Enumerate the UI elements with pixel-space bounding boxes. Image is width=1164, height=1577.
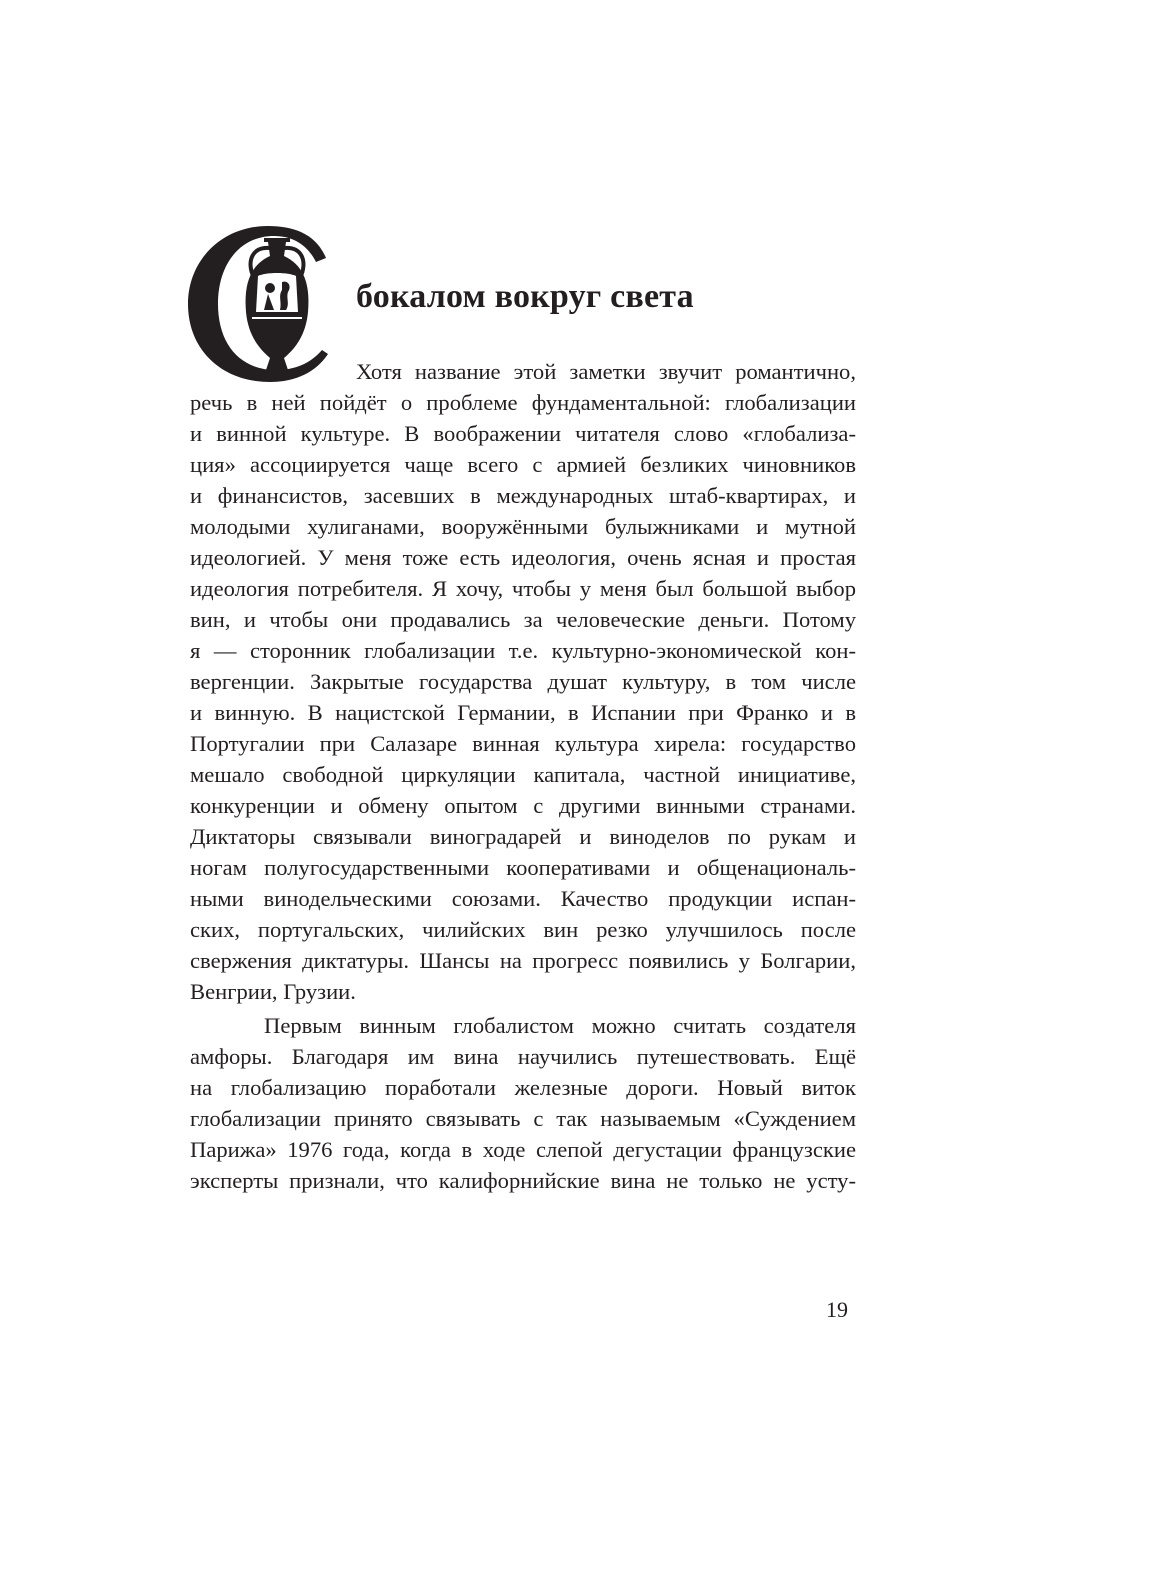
text-line: эксперты признали, что калифорнийские вина не только не усту- xyxy=(190,1168,856,1193)
text-line: Первым винным глобалистом можно считать создателя xyxy=(264,1013,856,1038)
text-line: Диктаторы связывали виноградарей и виноделов по рукам и xyxy=(190,824,856,849)
text-line: вин, и чтобы они продавались за человеческие деньги. Потому xyxy=(190,607,856,632)
text-line: речь в ней пойдёт о проблеме фундаментальной: глобализации xyxy=(190,390,856,415)
text-line: я — сторонник глобализации т.е. культурно-экономической кон- xyxy=(190,638,856,663)
text-line: Хотя название этой заметки звучит романтично, xyxy=(356,359,856,384)
text-line: амфоры. Благодаря им вина научились путешествовать. Ещё xyxy=(190,1044,856,1069)
amphora-icon xyxy=(188,226,334,382)
text-line: ция» ассоциируется чаще всего с армией безликих чиновников xyxy=(190,452,856,477)
text-line: Венгрии, Грузии. xyxy=(190,979,356,1004)
text-line: идеологией. У меня тоже есть идеология, очень ясная и простая xyxy=(190,545,856,570)
page-number: 19 xyxy=(826,1297,848,1322)
text-line: Португалии при Салазаре винная культура хирела: государство xyxy=(190,731,856,756)
text-line: идеология потребителя. Я хочу, чтобы у меня был большой выбор xyxy=(190,576,856,601)
text-line: ными винодельческими союзами. Качество продукции испан- xyxy=(190,886,856,911)
text-line: конкуренции и обмену опытом с другими винными странами. xyxy=(190,793,856,818)
text-line: и винной культуре. В воображении читателя слово «глобализа- xyxy=(190,421,856,446)
text-line: на глобализацию поработали железные дороги. Новый виток xyxy=(190,1075,856,1100)
text-line: ских, португальских, чилийских вин резко улучшилось после xyxy=(190,917,856,942)
text-line: Парижа» 1976 года, когда в ходе слепой дегустации французские xyxy=(190,1137,856,1162)
text-line: и финансистов, засевших в международных штаб-квартирах, и xyxy=(190,483,856,508)
page-title: бокалом вокруг света xyxy=(356,278,694,315)
text-line: ногам полугосударственными кооперативами и общенациональ- xyxy=(190,855,856,880)
text-line: вергенции. Закрытые государства душат культуру, в том числе xyxy=(190,669,856,694)
drop-cap xyxy=(188,226,334,382)
text-line: глобализации принято связывать с так называемым «Суждением xyxy=(190,1106,856,1131)
text-line: молодыми хулиганами, вооружёнными булыжниками и мутной xyxy=(190,514,856,539)
text-line: свержения диктатуры. Шансы на прогресс появились у Болгарии, xyxy=(190,948,856,973)
text-line: мешало свободной циркуляции капитала, частной инициативе, xyxy=(190,762,856,787)
text-line: и винную. В нацистской Германии, в Испании при Франко и в xyxy=(190,700,856,725)
